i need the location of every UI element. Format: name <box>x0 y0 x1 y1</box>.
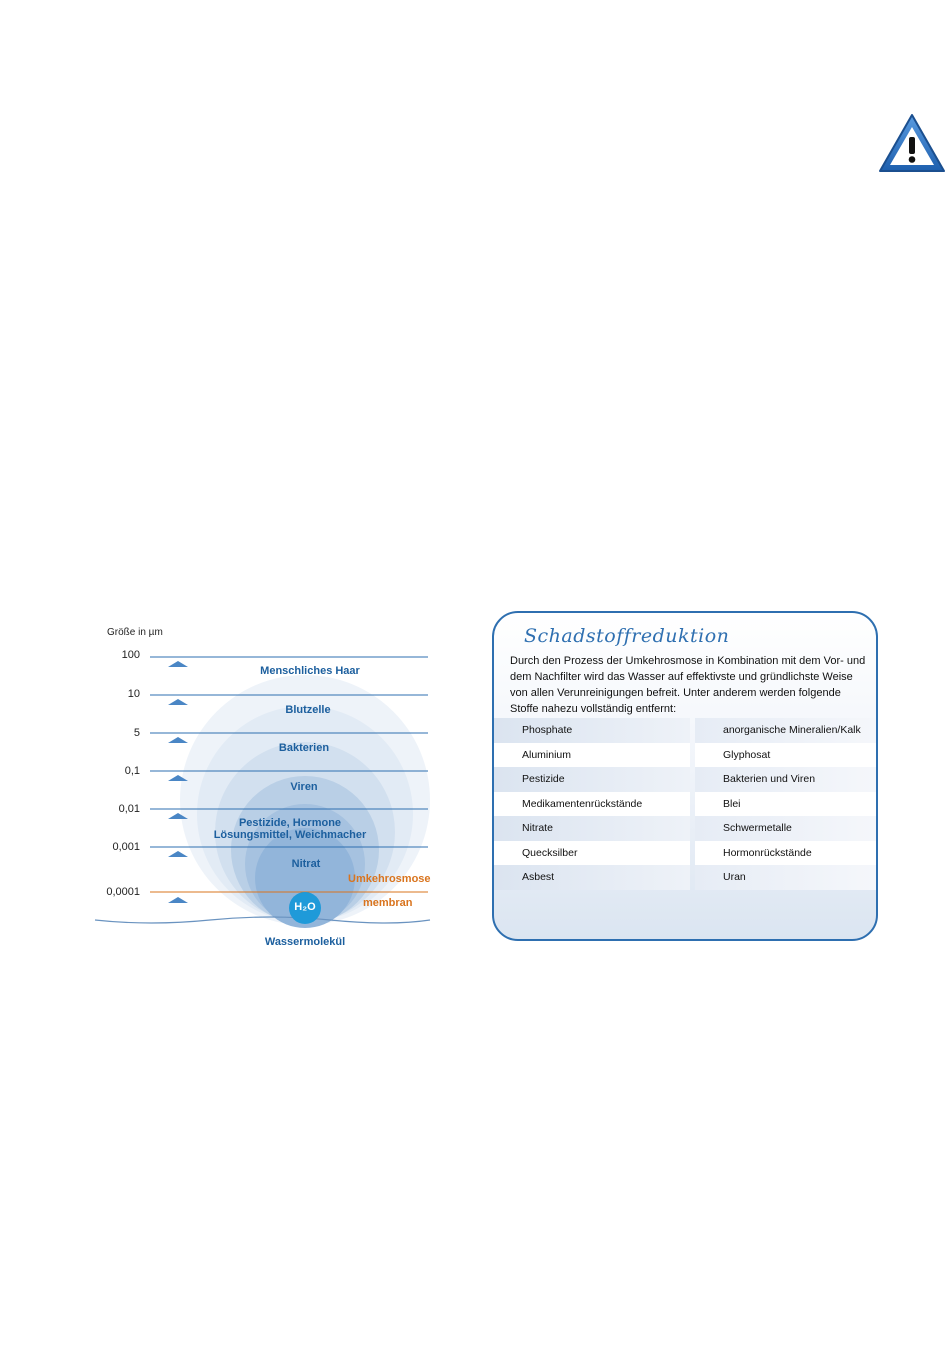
table-row <box>494 718 876 743</box>
tick-label: 0,01 <box>118 803 140 815</box>
band-label-pesticides: Pestizide, Hormone <box>238 817 342 829</box>
particle-size-diagram <box>90 620 440 960</box>
water-molecule: H₂O <box>294 901 316 913</box>
table-row <box>494 792 876 817</box>
tick-label: 10 <box>127 688 140 700</box>
table-cell: Aluminium <box>494 743 690 768</box>
table-row <box>494 841 876 866</box>
table-cell: Uran <box>695 865 876 890</box>
water-molecule-label: Wassermolekül <box>264 936 346 948</box>
panel-intro-text: Durch den Prozess der Umkehrosmose in Kombination mit dem Vor- und dem Nachfilter wird das Wasser auf effektivste und gründlichste Weise von allen Verunreinigungen befreit. Unter anderem werden folgende Stoffe nahezu vollständig entfernt: <box>510 655 866 715</box>
table-cell: Quecksilber <box>494 841 690 866</box>
pollutant-reduction-panel <box>492 611 878 941</box>
axis-title: Größe in µm <box>107 627 163 638</box>
table-cell: Blei <box>695 792 876 817</box>
membrane-label-2: membran <box>363 897 413 909</box>
band-label-solvents: Lösungsmittel, Weichmacher <box>213 829 367 841</box>
tick-label: 0,1 <box>124 765 140 777</box>
table-cell: Glyphosat <box>695 743 876 768</box>
table-cell: Phosphate <box>494 718 690 743</box>
table-cell: Hormonrückstände <box>695 841 876 866</box>
table-cell: Pestizide <box>494 767 690 792</box>
band-label-hair: Menschliches Haar <box>260 665 360 677</box>
tick-label: 100 <box>121 649 140 661</box>
tick-label: 0,001 <box>112 841 140 853</box>
tick-label: 5 <box>133 727 140 739</box>
table-row <box>494 865 876 890</box>
band-label-viruses: Viren <box>290 781 318 793</box>
table-cell: Bakterien und Viren <box>695 767 876 792</box>
table-cell: Medikamentenrückstände <box>494 792 690 817</box>
band-label-nitrate: Nitrat <box>291 858 321 870</box>
tick-label: 0,0001 <box>106 886 140 898</box>
substance-table <box>494 718 876 890</box>
band-label-bacteria: Bakterien <box>278 742 330 754</box>
table-row <box>494 767 876 792</box>
table-cell: anorganische Mineralien/Kalk <box>695 718 876 743</box>
membrane-label: Umkehrosmose <box>348 873 431 885</box>
panel-title: Schadstoffreduktion <box>524 625 730 647</box>
table-cell: Nitrate <box>494 816 690 841</box>
table-cell: Schwermetalle <box>695 816 876 841</box>
table-cell: Asbest <box>494 865 690 890</box>
band-label-blood-cell: Blutzelle <box>285 704 331 716</box>
table-row <box>494 743 876 768</box>
warning-triangle-icon <box>878 113 946 173</box>
table-row <box>494 816 876 841</box>
